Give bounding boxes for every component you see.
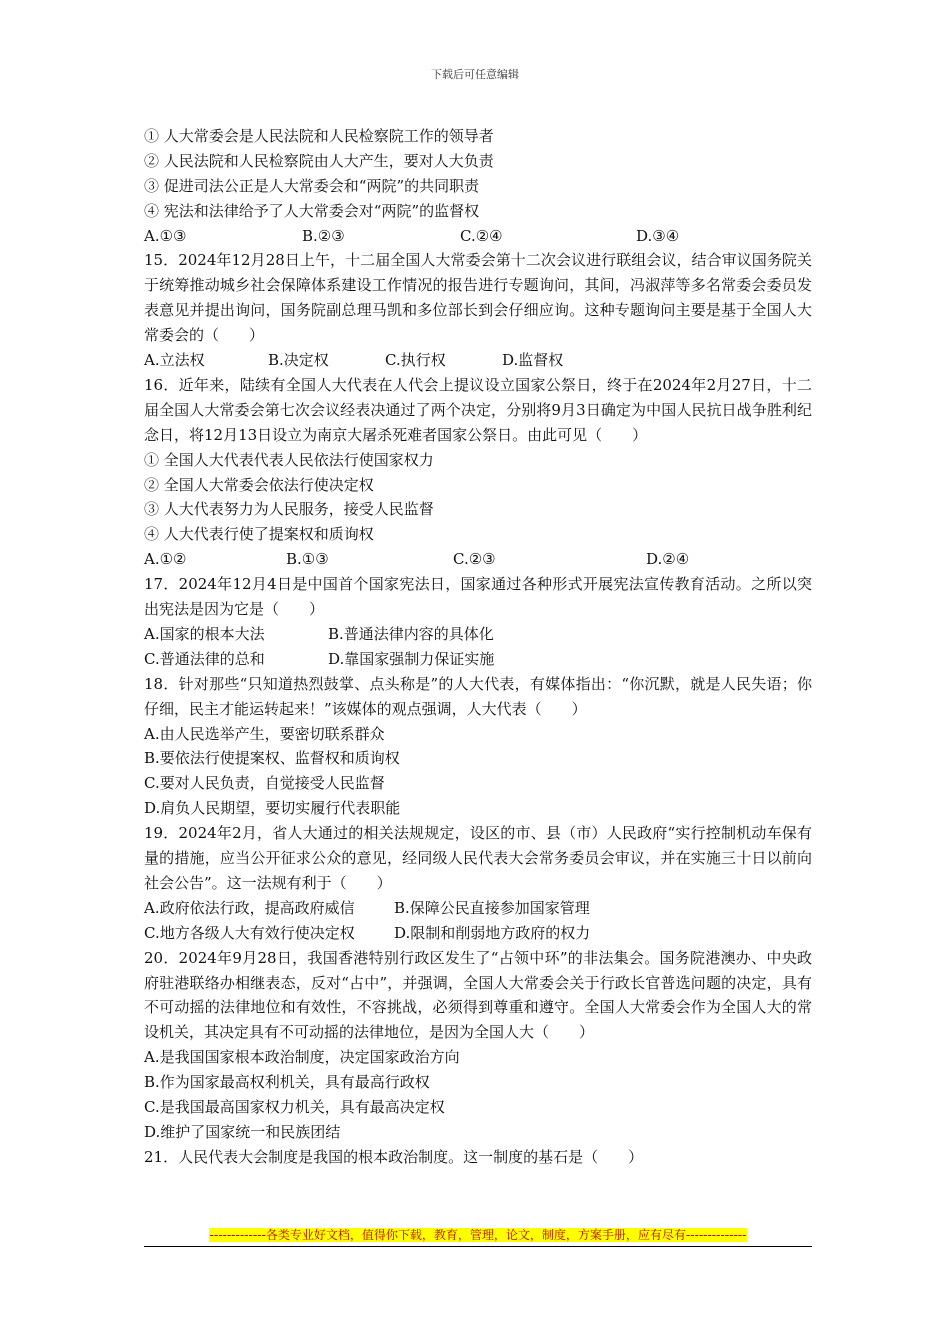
q14-option-c: C.②④ [460, 226, 503, 245]
q19-option-d: D.限制和削弱地方政府的权力 [394, 923, 591, 942]
q20-option-c: C.是我国最高国家权力机关，具有最高决定权 [144, 1098, 445, 1117]
q17-options-row-1 [144, 622, 812, 647]
q18-option-c: C.要对人民负责，自觉接受人民监督 [144, 774, 385, 793]
q15-option-b: B.决定权 [268, 351, 329, 370]
q19-option-c: C.地方各级人大有效行使决定权 [144, 923, 355, 942]
q14-statement-3: ③ 促进司法公正是人大常委会和“两院”的共同职责 [144, 176, 480, 195]
q19-option-b: B.保障公民直接参加国家管理 [394, 898, 590, 917]
q16-stem: 16．近年来，陆续有全国人大代表在人代会上提议设立国家公祭日，终于在2024年2月27日，十二届全国人大常委会第七次会议经表决通过了两个决定，分别将9月3日确定为中国人民抗日战争胜利纪念日，将12月13日设立为南京大屠杀死难者国家公祭日。由此可见（ ） [144, 375, 812, 444]
q17-option-a: A.国家的根本大法 [144, 624, 265, 643]
q18-stem: 18．针对那些“只知道热烈鼓掌、点头称是”的人大代表，有媒体指出：“你沉默，就是人民失语；你仔细，民主才能运转起来！”该媒体的观点强调，人大代表（ ） [144, 674, 812, 718]
q15-options [144, 348, 812, 373]
q14-option-d: D.③④ [636, 226, 680, 245]
q14-statement-4: ④ 宪法和法律给予了人大常委会对“两院”的监督权 [144, 201, 480, 220]
q17-option-c: C.普通法律的总和 [144, 649, 265, 668]
q14-statement-2: ② 人民法院和人民检察院由人大产生，要对人大负责 [144, 151, 494, 170]
q17-option-b: B.普通法律内容的具体化 [328, 624, 494, 643]
q18-option-a: A.由人民选举产生，要密切联系群众 [144, 724, 385, 743]
q18-option-b: B.要依法行使提案权、监督权和质询权 [144, 749, 400, 768]
footer-banner [144, 1226, 812, 1243]
q19-options-row-2 [144, 921, 812, 946]
q14-option-b: B.②③ [302, 226, 345, 245]
q16-statement-4: ④ 人大代表行使了提案权和质询权 [144, 525, 374, 544]
footer-text: -------------各类专业好文档，值得你下载，教育，管理，论文，制度，方案手册，应有尽有-------------- [209, 1228, 747, 1242]
q15-option-c: C.执行权 [385, 351, 446, 370]
page-header: 下载后可任意编辑 [431, 68, 519, 81]
q16-option-a: A.①② [144, 550, 187, 569]
q16-statement-2: ② 全国人大常委会依法行使决定权 [144, 475, 374, 494]
q20-stem: 20．2024年9月28日，我国香港特别行政区发生了“占领中环”的非法集会。国务院港澳办、中央政府驻港联络办相继表态，反对“占中”，并强调，全国人大常委会关于行政长官普选问题的决定，具有不可动摇的法律地位和有效性，不容挑战，必须得到尊重和遵守。全国人大常委会作为全国人大的常设机关，其决定具有不可动摇的法律地位，是因为全国人大（ ） [144, 948, 812, 1042]
q16-option-c: C.②③ [453, 550, 496, 569]
q16-statement-1: ① 全国人大代表代表人民依法行使国家权力 [144, 450, 434, 469]
q16-statement-3: ③ 人大代表努力为人民服务，接受人民监督 [144, 500, 434, 519]
q18-option-d: D.肩负人民期望，要切实履行代表职能 [144, 799, 401, 818]
footer-rule [144, 1246, 812, 1247]
q16-option-b: B.①③ [286, 550, 329, 569]
q17-options-row-2 [144, 647, 812, 672]
q15-stem: 15．2024年12月28日上午，十二届全国人大常委会第十二次会议进行联组会议，结合审议国务院关于统筹推动城乡社会保障体系建设工作情况的报告进行专题询问，其间，冯淑萍等多名常委会委员发表意见并提出询问，国务院副总理马凯和多位部长到会仔细应询。这种专题询问主要是基于全国人大常委会的（ ） [144, 251, 812, 345]
q16-option-d: D.②④ [646, 550, 690, 569]
q15-option-a: A.立法权 [144, 351, 205, 370]
document-body [144, 124, 812, 1170]
q16-options [144, 547, 812, 572]
q14-option-a: A.①③ [144, 226, 187, 245]
q20-option-a: A.是我国国家根本政治制度，决定国家政治方向 [144, 1048, 460, 1067]
q17-option-d: D.靠国家强制力保证实施 [328, 649, 495, 668]
q21-stem: 21．人民代表大会制度是我国的根本政治制度。这一制度的基石是（ ） [144, 1147, 644, 1166]
q20-option-b: B.作为国家最高权利机关，具有最高行政权 [144, 1073, 430, 1092]
q19-option-a: A.政府依法行政，提高政府威信 [144, 898, 355, 917]
q19-stem: 19．2024年2月，省人大通过的相关法规规定，设区的市、县（市）人民政府“实行控制机动车保有量的措施，应当公开征求公众的意见，经同级人民代表大会常务委员会审议，并在实施三十日以前向社会公告”。这一法规有利于（ ） [144, 824, 812, 892]
q17-stem: 17．2024年12月4日是中国首个国家宪法日，国家通过各种形式开展宪法宣传教育活动。之所以突出宪法是因为它是（ ） [144, 575, 812, 619]
page-footer [144, 1226, 812, 1247]
q20-option-d: D.维护了国家统一和民族团结 [144, 1122, 341, 1141]
q14-options [144, 224, 812, 249]
q15-option-d: D.监督权 [502, 351, 564, 370]
q14-statement-1: ① 人大常委会是人民法院和人民检察院工作的领导者 [144, 127, 494, 145]
q19-options-row-1 [144, 896, 812, 921]
